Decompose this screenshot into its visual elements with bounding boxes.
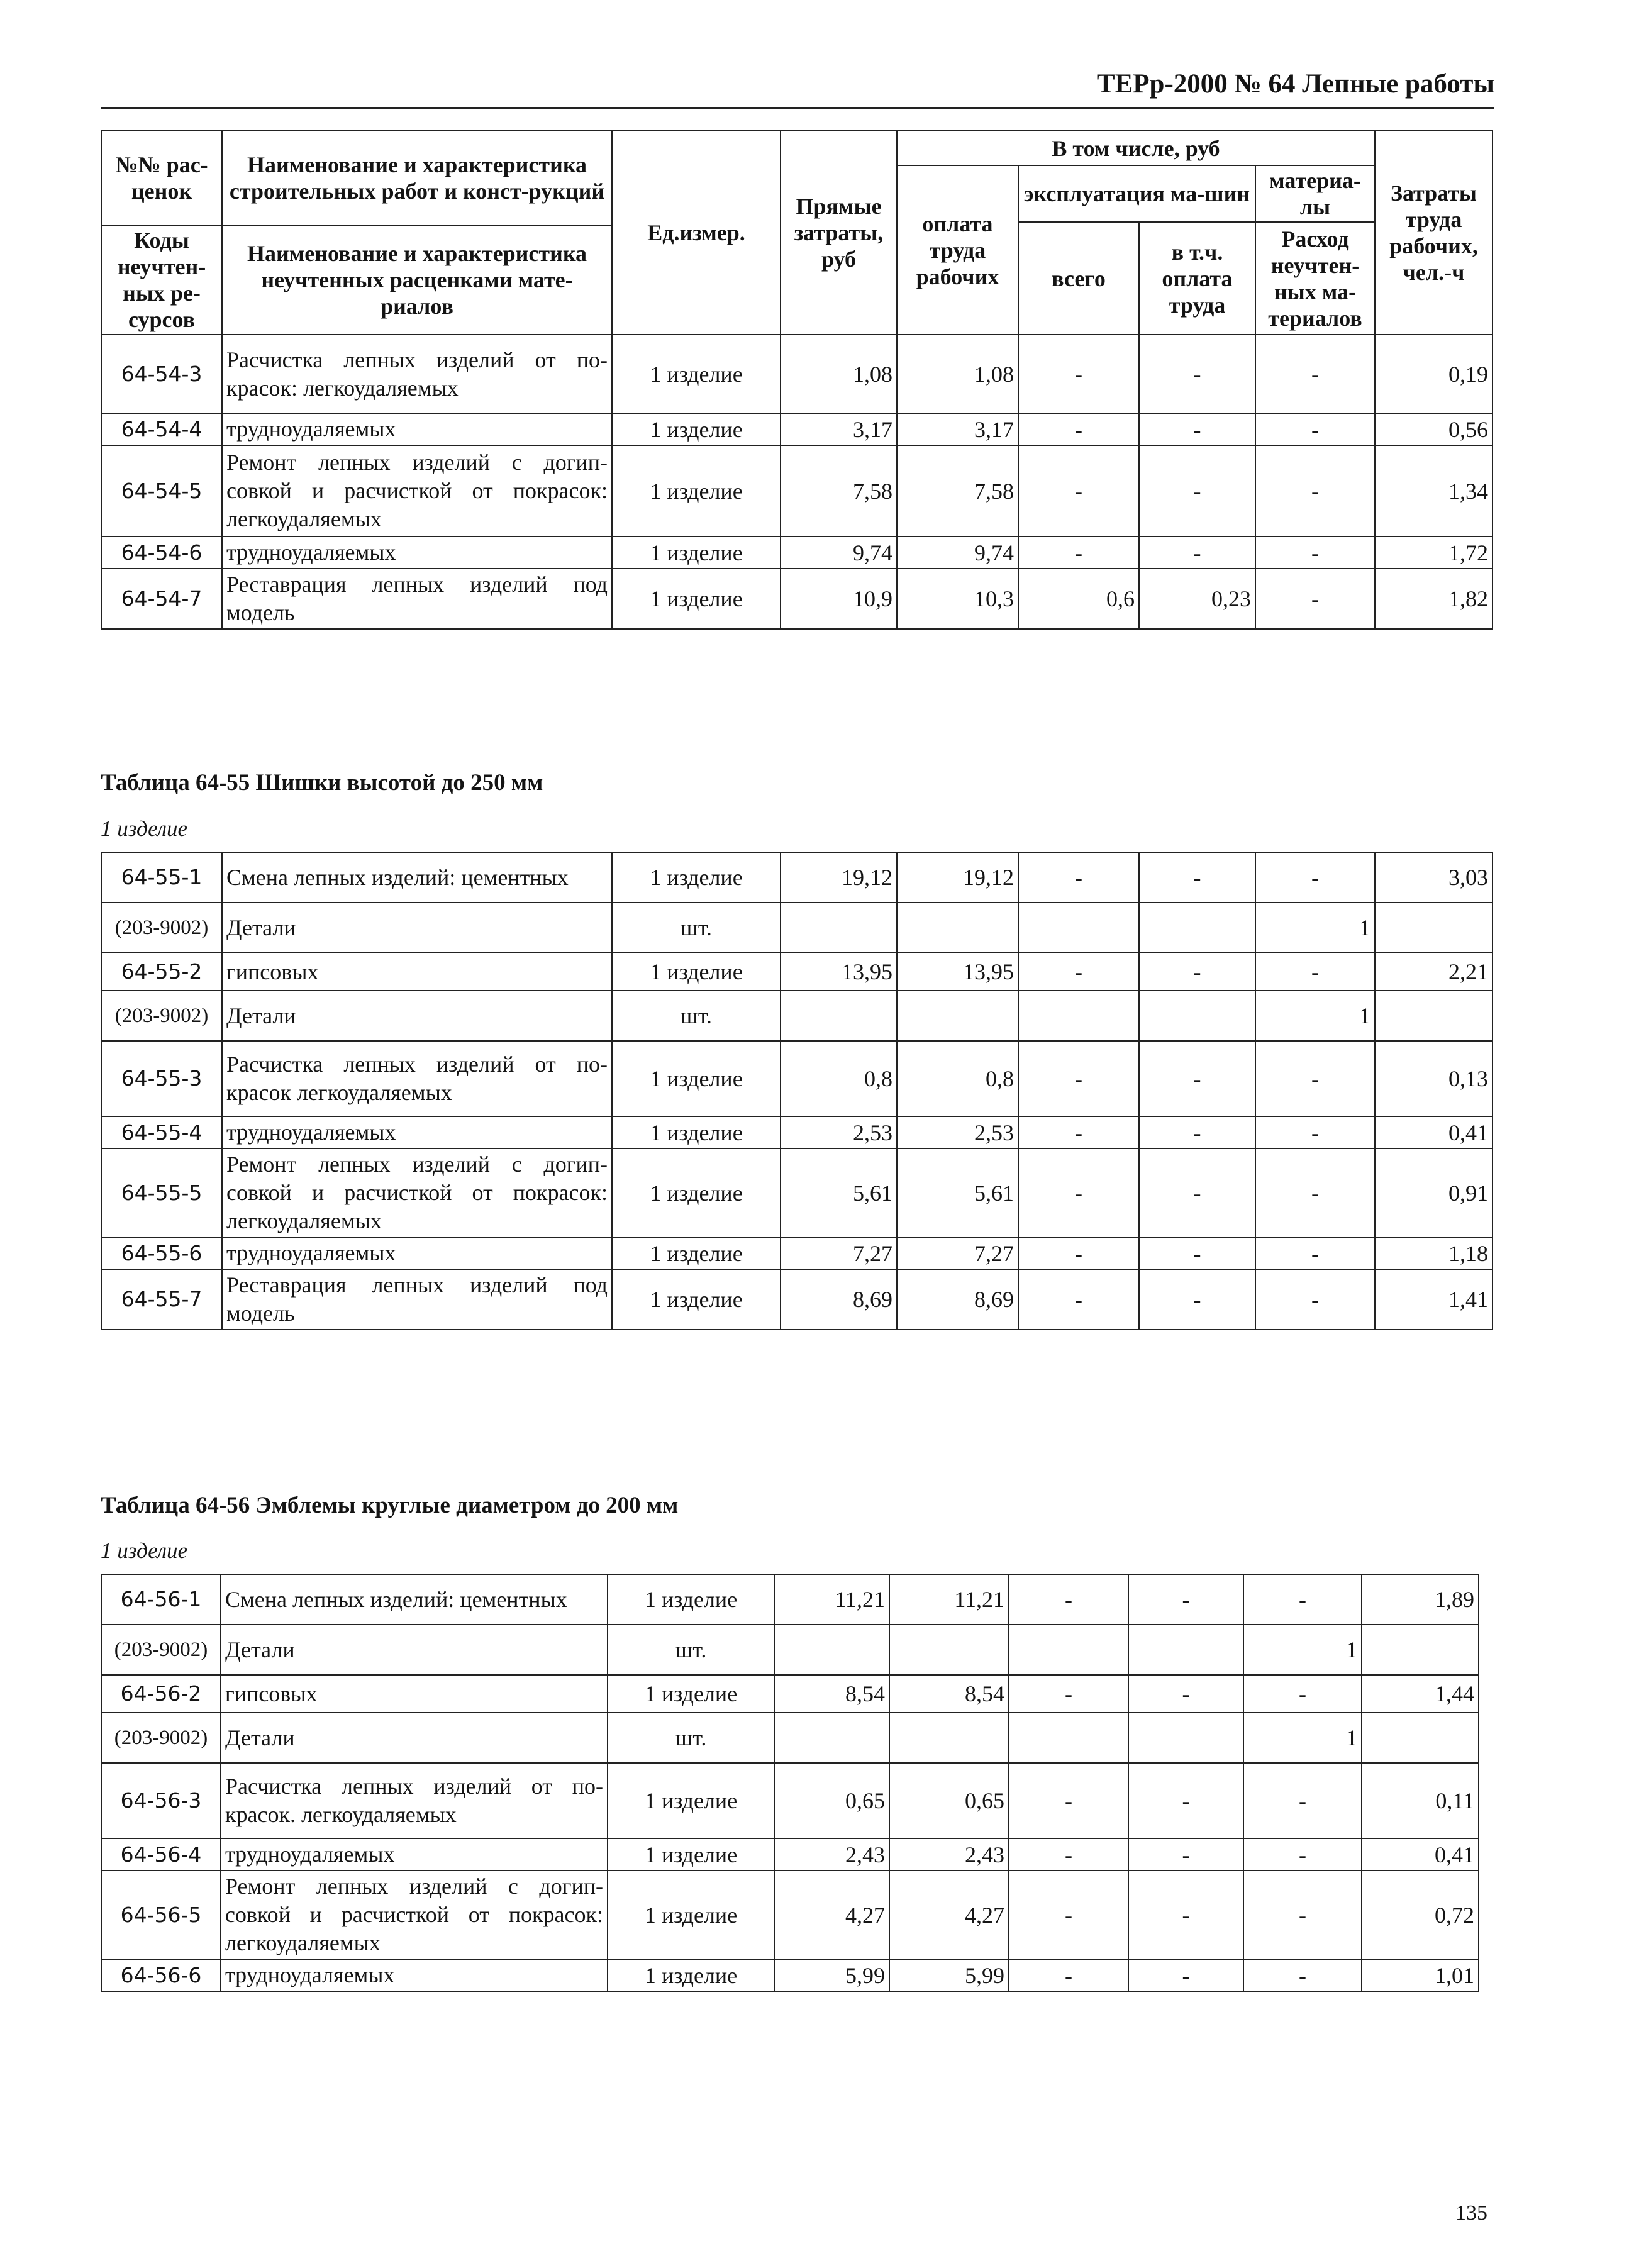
work-name: Расчистка лепных изделий от по-красок легкоудаляемых xyxy=(222,1041,612,1116)
direct-costs: 3,17 xyxy=(781,413,897,445)
rate-code: 64-54-5 xyxy=(101,445,222,536)
labor-hours: 0,13 xyxy=(1375,1041,1493,1116)
machines-labor: - xyxy=(1139,1148,1255,1237)
labor-hours: 1,72 xyxy=(1375,536,1493,569)
machines-labor: - xyxy=(1128,1838,1243,1871)
machines-total: 0,6 xyxy=(1018,569,1139,629)
labor-pay: 0,65 xyxy=(889,1763,1009,1838)
direct-costs: 19,12 xyxy=(781,852,897,903)
unit: шт. xyxy=(612,903,781,953)
materials: 1 xyxy=(1255,903,1375,953)
machines-total: - xyxy=(1018,1237,1139,1269)
machines-total: - xyxy=(1009,1959,1128,1991)
materials: - xyxy=(1243,1838,1362,1871)
machines-labor: - xyxy=(1139,536,1255,569)
materials: - xyxy=(1255,953,1375,991)
table-caption-64-56: Таблица 64-56 Эмблемы круглые диаметром до 200 мм xyxy=(101,1493,679,1518)
running-header: ТЕРр-2000 № 64 Лепные работы xyxy=(1096,69,1494,99)
labor-hours: 0,41 xyxy=(1362,1838,1479,1871)
table-row xyxy=(101,1269,1493,1330)
table-row xyxy=(101,335,1493,413)
labor-hours xyxy=(1362,1625,1479,1675)
direct-costs: 8,69 xyxy=(781,1269,897,1330)
work-name: Детали xyxy=(221,1713,608,1763)
machines-total: - xyxy=(1018,1148,1139,1237)
machines-total: - xyxy=(1018,536,1139,569)
resource-code: (203-9002) xyxy=(101,1625,221,1675)
rate-code: 64-55-3 xyxy=(101,1041,222,1116)
unit: 1 изделие xyxy=(608,1574,774,1625)
unit: 1 изделие xyxy=(612,1269,781,1330)
unit-note-64-55: 1 изделие xyxy=(101,816,188,841)
header-including: В том числе, руб xyxy=(897,131,1375,165)
machines-total xyxy=(1009,1713,1128,1763)
materials: - xyxy=(1255,1237,1375,1269)
machines-total xyxy=(1018,903,1139,953)
labor-hours: 2,21 xyxy=(1375,953,1493,991)
materials: - xyxy=(1243,1763,1362,1838)
table-row xyxy=(101,852,1493,903)
materials: 1 xyxy=(1243,1713,1362,1763)
table-row xyxy=(101,1237,1493,1269)
materials: 1 xyxy=(1243,1625,1362,1675)
table-row xyxy=(101,413,1493,445)
machines-labor: - xyxy=(1139,445,1255,536)
unit: шт. xyxy=(608,1625,774,1675)
table-row xyxy=(101,445,1493,536)
machines-total xyxy=(1018,991,1139,1041)
materials: - xyxy=(1243,1675,1362,1713)
labor-pay: 3,17 xyxy=(897,413,1018,445)
machines-total: - xyxy=(1018,852,1139,903)
machines-labor: - xyxy=(1128,1763,1243,1838)
work-name: трудноудаляемых xyxy=(222,536,612,569)
header-work-name: Наименование и характеристика строительных работ и конст-рукций xyxy=(222,131,612,225)
table-row xyxy=(101,1148,1493,1237)
header-unit: Ед.измер. xyxy=(612,131,781,335)
rate-code: 64-56-4 xyxy=(101,1838,221,1871)
rate-code: 64-55-1 xyxy=(101,852,222,903)
unit: 1 изделие xyxy=(612,536,781,569)
header-direct-costs: Прямые затраты, руб xyxy=(781,131,897,335)
direct-costs xyxy=(781,991,897,1041)
table-row xyxy=(101,1116,1493,1148)
materials: - xyxy=(1255,536,1375,569)
machines-total: - xyxy=(1009,1675,1128,1713)
machines-labor xyxy=(1128,1625,1243,1675)
direct-costs: 11,21 xyxy=(774,1574,889,1625)
machines-total: - xyxy=(1009,1871,1128,1959)
table-caption-64-55: Таблица 64-55 Шишки высотой до 250 мм xyxy=(101,770,543,796)
table-row xyxy=(101,1763,1479,1838)
labor-pay: 2,53 xyxy=(897,1116,1018,1148)
header-resource-codes: Коды неучтен-ных ре-сурсов xyxy=(101,225,222,335)
direct-costs xyxy=(781,903,897,953)
direct-costs: 5,61 xyxy=(781,1148,897,1237)
machines-total: - xyxy=(1018,413,1139,445)
materials: - xyxy=(1255,1269,1375,1330)
machines-labor: - xyxy=(1128,1959,1243,1991)
rate-code: 64-54-4 xyxy=(101,413,222,445)
direct-costs: 5,99 xyxy=(774,1959,889,1991)
machines-total: - xyxy=(1018,953,1139,991)
direct-costs: 0,65 xyxy=(774,1763,889,1838)
labor-pay: 8,54 xyxy=(889,1675,1009,1713)
labor-pay: 1,08 xyxy=(897,335,1018,413)
table-row xyxy=(101,569,1493,629)
work-name: гипсовых xyxy=(222,953,612,991)
work-name: Детали xyxy=(222,991,612,1041)
machines-labor: - xyxy=(1128,1574,1243,1625)
labor-pay: 7,27 xyxy=(897,1237,1018,1269)
work-name: Детали xyxy=(222,903,612,953)
work-name: трудноудаляемых xyxy=(222,413,612,445)
machines-labor xyxy=(1139,991,1255,1041)
machines-labor xyxy=(1128,1713,1243,1763)
direct-costs: 7,27 xyxy=(781,1237,897,1269)
direct-costs xyxy=(774,1625,889,1675)
table-row xyxy=(101,1959,1479,1991)
labor-hours: 1,41 xyxy=(1375,1269,1493,1330)
machines-labor: - xyxy=(1139,1269,1255,1330)
work-name: Смена лепных изделий: цементных xyxy=(222,852,612,903)
unit: шт. xyxy=(608,1713,774,1763)
direct-costs: 4,27 xyxy=(774,1871,889,1959)
labor-pay xyxy=(889,1625,1009,1675)
unit: 1 изделие xyxy=(612,953,781,991)
resource-code: (203-9002) xyxy=(101,903,222,953)
direct-costs xyxy=(774,1713,889,1763)
labor-pay: 4,27 xyxy=(889,1871,1009,1959)
labor-hours xyxy=(1375,903,1493,953)
unit: 1 изделие xyxy=(612,445,781,536)
work-name: Расчистка лепных изделий от по-красок: легкоудаляемых xyxy=(222,335,612,413)
materials: - xyxy=(1255,1148,1375,1237)
direct-costs: 2,43 xyxy=(774,1838,889,1871)
header-machines: эксплуатация ма-шин xyxy=(1018,165,1255,222)
unit: шт. xyxy=(612,991,781,1041)
materials: - xyxy=(1255,852,1375,903)
unit: 1 изделие xyxy=(608,1675,774,1713)
machines-total xyxy=(1009,1625,1128,1675)
unit: 1 изделие xyxy=(612,852,781,903)
unit: 1 изделие xyxy=(608,1838,774,1871)
machines-total: - xyxy=(1018,445,1139,536)
unit: 1 изделие xyxy=(608,1763,774,1838)
labor-pay: 9,74 xyxy=(897,536,1018,569)
machines-labor: - xyxy=(1128,1675,1243,1713)
labor-pay: 7,58 xyxy=(897,445,1018,536)
labor-hours: 0,19 xyxy=(1375,335,1493,413)
direct-costs: 13,95 xyxy=(781,953,897,991)
materials: - xyxy=(1243,1871,1362,1959)
machines-labor: - xyxy=(1139,413,1255,445)
labor-hours: 0,72 xyxy=(1362,1871,1479,1959)
work-name: Детали xyxy=(221,1625,608,1675)
materials: - xyxy=(1255,1116,1375,1148)
machines-total: - xyxy=(1018,1041,1139,1116)
labor-hours: 0,56 xyxy=(1375,413,1493,445)
labor-pay: 19,12 xyxy=(897,852,1018,903)
table-row xyxy=(101,1871,1479,1959)
unit: 1 изделие xyxy=(612,413,781,445)
table-row xyxy=(101,536,1493,569)
work-name: трудноудаляемых xyxy=(222,1116,612,1148)
labor-pay: 2,43 xyxy=(889,1838,1009,1871)
header-labor-pay: оплата труда рабочих xyxy=(897,165,1018,335)
labor-pay xyxy=(897,991,1018,1041)
table-row xyxy=(101,1574,1479,1625)
work-name: Ремонт лепных изделий с догип-совкой и расчисткой от покрасок: легкоудаляемых xyxy=(222,1148,612,1237)
machines-labor: - xyxy=(1139,1237,1255,1269)
header-labor-hours: Затраты труда рабочих, чел.-ч xyxy=(1375,131,1493,335)
labor-pay: 8,69 xyxy=(897,1269,1018,1330)
work-name: Расчистка лепных изделий от по-красок. легкоудаляемых xyxy=(221,1763,608,1838)
rate-code: 64-56-2 xyxy=(101,1675,221,1713)
table-row xyxy=(101,991,1493,1041)
table-row xyxy=(101,1625,1479,1675)
work-name: Ремонт лепных изделий с догип-совкой и расчисткой от покрасок: легкоудаляемых xyxy=(222,445,612,536)
rate-code: 64-55-7 xyxy=(101,1269,222,1330)
materials: - xyxy=(1255,1041,1375,1116)
resource-code: (203-9002) xyxy=(101,991,222,1041)
machines-total: - xyxy=(1009,1574,1128,1625)
machines-total: - xyxy=(1009,1838,1128,1871)
labor-hours xyxy=(1375,991,1493,1041)
table-row xyxy=(101,903,1493,953)
labor-pay xyxy=(889,1713,1009,1763)
materials: - xyxy=(1243,1574,1362,1625)
header-rule xyxy=(101,107,1494,109)
rate-code: 64-56-3 xyxy=(101,1763,221,1838)
labor-pay: 10,3 xyxy=(897,569,1018,629)
direct-costs: 9,74 xyxy=(781,536,897,569)
labor-hours: 1,01 xyxy=(1362,1959,1479,1991)
materials: - xyxy=(1255,569,1375,629)
work-name: Реставрация лепных изделий под модель xyxy=(222,569,612,629)
header-materials-name: Наименование и характеристика неучтенных расценками мате-риалов xyxy=(222,225,612,335)
unit: 1 изделие xyxy=(612,569,781,629)
header-rate-number: №№ рас-ценок xyxy=(101,131,222,225)
table-row xyxy=(101,1675,1479,1713)
work-name: гипсовых xyxy=(221,1675,608,1713)
direct-costs: 2,53 xyxy=(781,1116,897,1148)
labor-hours: 0,91 xyxy=(1375,1148,1493,1237)
labor-hours: 0,41 xyxy=(1375,1116,1493,1148)
materials: - xyxy=(1255,445,1375,536)
direct-costs: 10,9 xyxy=(781,569,897,629)
materials: - xyxy=(1255,413,1375,445)
machines-total: - xyxy=(1018,1269,1139,1330)
unit: 1 изделие xyxy=(612,1116,781,1148)
work-name: трудноудаляемых xyxy=(221,1959,608,1991)
rate-code: 64-54-3 xyxy=(101,335,222,413)
machines-labor: - xyxy=(1139,335,1255,413)
labor-hours: 0,11 xyxy=(1362,1763,1479,1838)
page-number: 135 xyxy=(1455,2201,1487,2225)
materials: - xyxy=(1243,1959,1362,1991)
labor-hours: 1,82 xyxy=(1375,569,1493,629)
unit: 1 изделие xyxy=(608,1959,774,1991)
rate-code: 64-56-1 xyxy=(101,1574,221,1625)
labor-hours: 1,89 xyxy=(1362,1574,1479,1625)
machines-total: - xyxy=(1018,335,1139,413)
rate-code: 64-56-6 xyxy=(101,1959,221,1991)
table-row xyxy=(101,1041,1493,1116)
table-row xyxy=(101,1838,1479,1871)
labor-hours: 1,18 xyxy=(1375,1237,1493,1269)
work-name: трудноудаляемых xyxy=(222,1237,612,1269)
header-machines-labor: в т.ч. оплата труда xyxy=(1139,222,1255,335)
table-row xyxy=(101,1713,1479,1763)
rate-code: 64-54-7 xyxy=(101,569,222,629)
machines-labor xyxy=(1139,903,1255,953)
table-row xyxy=(101,953,1493,991)
rate-code: 64-54-6 xyxy=(101,536,222,569)
machines-total: - xyxy=(1018,1116,1139,1148)
labor-hours: 1,44 xyxy=(1362,1675,1479,1713)
labor-pay: 5,61 xyxy=(897,1148,1018,1237)
work-name: Смена лепных изделий: цементных xyxy=(221,1574,608,1625)
rate-code: 64-56-5 xyxy=(101,1871,221,1959)
table-64-54 xyxy=(101,130,1493,630)
direct-costs: 1,08 xyxy=(781,335,897,413)
unit: 1 изделие xyxy=(612,1148,781,1237)
labor-hours: 1,34 xyxy=(1375,445,1493,536)
rate-code: 64-55-4 xyxy=(101,1116,222,1148)
direct-costs: 7,58 xyxy=(781,445,897,536)
machines-labor: - xyxy=(1139,1041,1255,1116)
rate-code: 64-55-5 xyxy=(101,1148,222,1237)
machines-labor: 0,23 xyxy=(1139,569,1255,629)
unit: 1 изделие xyxy=(612,1041,781,1116)
work-name: Реставрация лепных изделий под модель xyxy=(222,1269,612,1330)
rate-code: 64-55-6 xyxy=(101,1237,222,1269)
materials: 1 xyxy=(1255,991,1375,1041)
labor-pay: 0,8 xyxy=(897,1041,1018,1116)
header-materials: материа-лы xyxy=(1255,165,1375,222)
machines-labor: - xyxy=(1139,1116,1255,1148)
labor-pay: 11,21 xyxy=(889,1574,1009,1625)
unit: 1 изделие xyxy=(612,1237,781,1269)
table-64-56 xyxy=(101,1574,1479,1992)
materials: - xyxy=(1255,335,1375,413)
machines-labor: - xyxy=(1139,953,1255,991)
direct-costs: 8,54 xyxy=(774,1675,889,1713)
labor-pay: 5,99 xyxy=(889,1959,1009,1991)
labor-pay xyxy=(897,903,1018,953)
unit-note-64-56: 1 изделие xyxy=(101,1538,188,1563)
labor-hours xyxy=(1362,1713,1479,1763)
resource-code: (203-9002) xyxy=(101,1713,221,1763)
machines-total: - xyxy=(1009,1763,1128,1838)
header-machines-total: всего xyxy=(1018,222,1139,335)
rate-code: 64-55-2 xyxy=(101,953,222,991)
table-64-55 xyxy=(101,852,1493,1330)
work-name: трудноудаляемых xyxy=(221,1838,608,1871)
header-unaccounted-materials: Расход неучтен-ных ма-териалов xyxy=(1255,222,1375,335)
labor-hours: 3,03 xyxy=(1375,852,1493,903)
work-name: Ремонт лепных изделий с догип-совкой и расчисткой от покрасок: легкоудаляемых xyxy=(221,1871,608,1959)
direct-costs: 0,8 xyxy=(781,1041,897,1116)
unit: 1 изделие xyxy=(608,1871,774,1959)
machines-labor: - xyxy=(1139,852,1255,903)
machines-labor: - xyxy=(1128,1871,1243,1959)
unit: 1 изделие xyxy=(612,335,781,413)
labor-pay: 13,95 xyxy=(897,953,1018,991)
